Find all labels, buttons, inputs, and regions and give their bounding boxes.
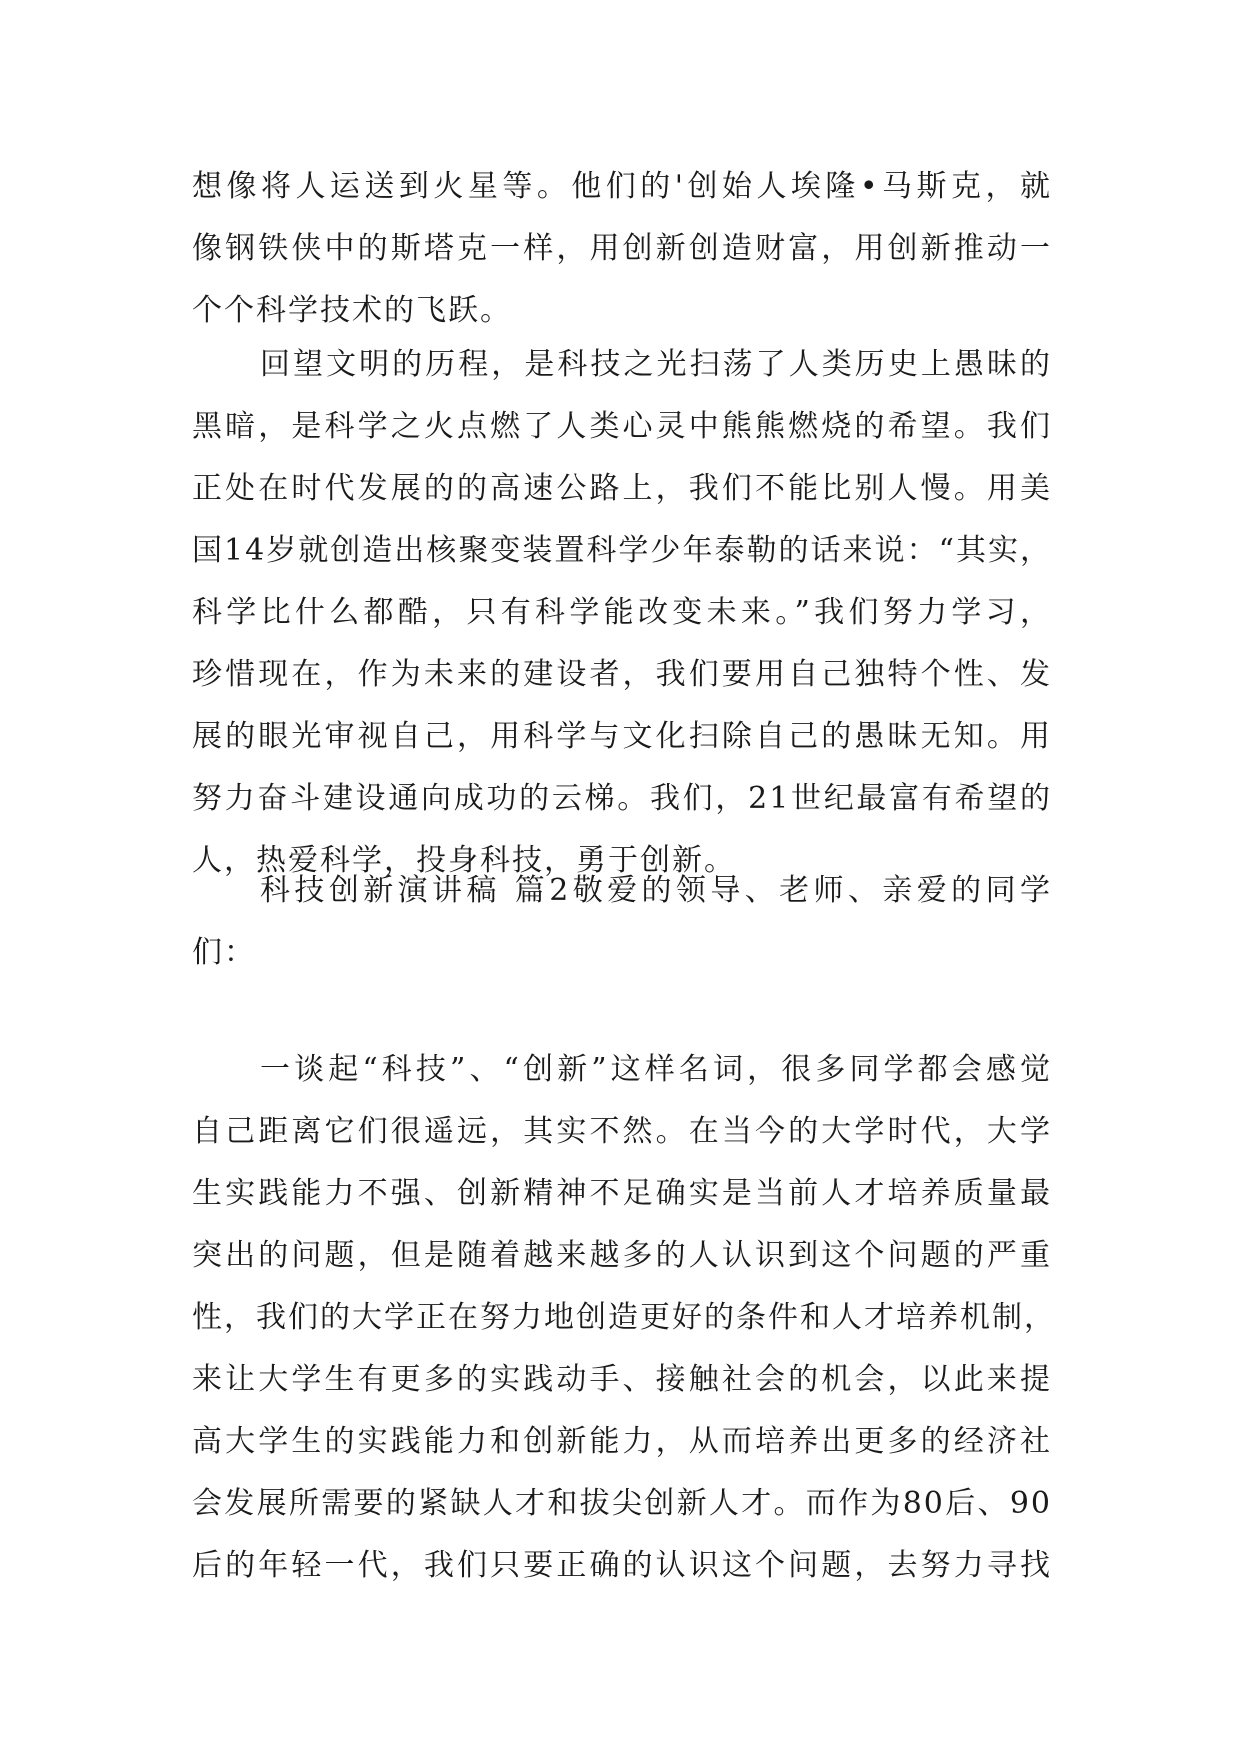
text-line: 突出的问题，但是随着越来越多的人认识到这个问题的严重 [192, 1238, 1052, 1273]
text-line: 展的眼光审视自己，用科学与文化扫除自己的愚昧无知。用 [192, 719, 1052, 754]
text-line: 生实践能力不强、创新精神不足确实是当前人才培养质量最 [192, 1176, 1052, 1211]
text-line: 珍惜现在，作为未来的建设者，我们要用自己独特个性、发 [192, 657, 1052, 692]
text-line: 来让大学生有更多的实践动手、接触社会的机会，以此来提 [192, 1362, 1052, 1397]
text-line: 国14岁就创造出核聚变装置科学少年泰勒的话来说：“其实， [192, 533, 1052, 568]
text-line: 高大学生的实践能力和创新能力，从而培养出更多的经济社 [192, 1424, 1052, 1459]
text-line: 一谈起“科技”、“创新”这样名词，很多同学都会感觉 [260, 1052, 1052, 1087]
text-line: 科技创新演讲稿 篇2敬爱的领导、老师、亲爱的同学 [260, 873, 1052, 908]
text-line: 科学比什么都酷，只有科学能改变未来。”我们努力学习， [192, 595, 1052, 630]
text-line: 回望文明的历程，是科技之光扫荡了人类历史上愚昧的 [260, 347, 1052, 382]
text-line: 性，我们的大学正在努力地创造更好的条件和人才培养机制， [192, 1300, 1056, 1335]
text-line: 自己距离它们很遥远，其实不然。在当今的大学时代，大学 [192, 1114, 1052, 1149]
paragraph-4 [192, 1039, 1056, 1597]
text-line: 后的年轻一代，我们只要正确的认识这个问题，去努力寻找 [192, 1548, 1052, 1583]
text-line: 像钢铁侠中的斯塔克一样，用创新创造财富，用创新推动一 [192, 231, 1052, 266]
text-line: 正处在时代发展的的高速公路上，我们不能比别人慢。用美 [192, 471, 1052, 506]
text-line: 们： [192, 935, 256, 970]
text-line: 个个科学技术的飞跃。 [192, 293, 512, 328]
text-line: 想像将人运送到火星等。他们的'创始人埃隆•马斯克，就 [192, 169, 1052, 204]
text-line: 黑暗，是科学之火点燃了人类心灵中熊熊燃烧的希望。我们 [192, 409, 1052, 444]
text-line: 会发展所需要的紧缺人才和拔尖创新人才。而作为80后、90 [192, 1486, 1052, 1521]
paragraph-1 [192, 156, 1052, 342]
text-line: 努力奋斗建设通向成功的云梯。我们，21世纪最富有希望的 [192, 781, 1052, 816]
text-line: 人，热爱科学，投身科技，勇于创新。 [192, 843, 736, 878]
paragraph-2 [192, 334, 1052, 892]
paragraph-3 [192, 860, 1052, 984]
